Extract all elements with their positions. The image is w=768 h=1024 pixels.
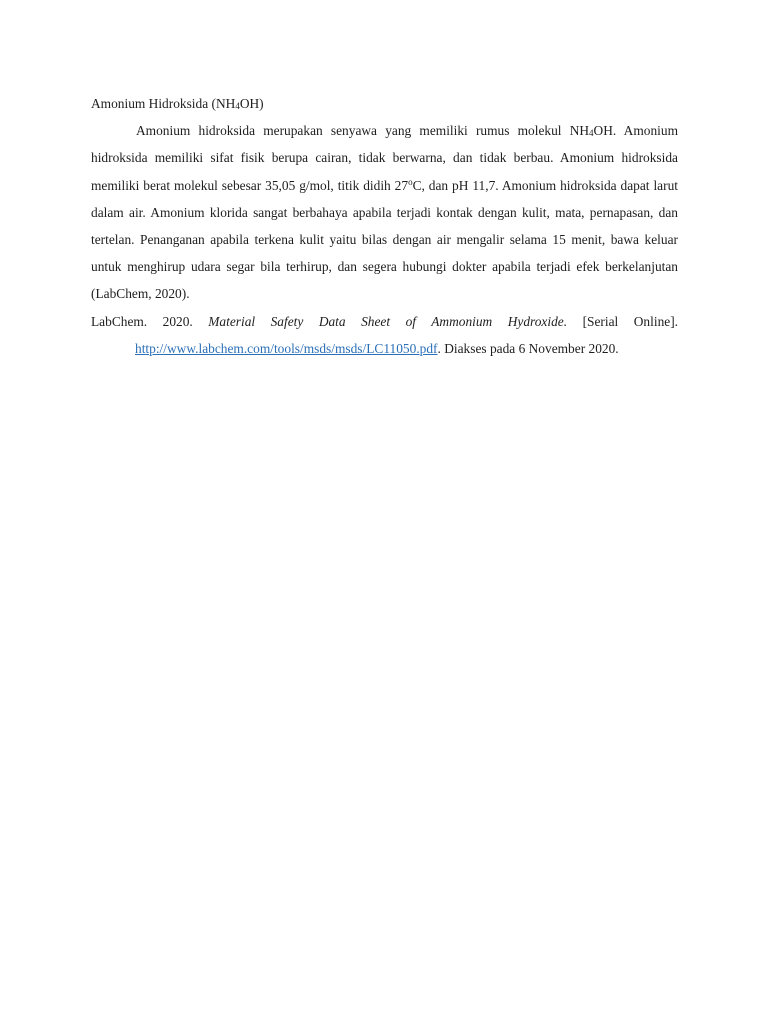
reference-accessed: . Diakses pada 6 November 2020. xyxy=(437,340,619,356)
formula-subscript: 4 xyxy=(589,128,594,139)
paragraph-segment-3: C, dan pH 11,7. Amonium hidroksida dapat larut dalam air. Amonium klorida sangat berbahaya apabila terjadi kontak dengan kulit, mata, pernapasan, dan tertelan. Penanganan apabila terkena kulit yaitu bilas dengan air mengalir selama 15 menit, bawa keluar untuk menghirup udara segar bila terhirup, dan segera hubungi dokter apabila terjadi efek berkelanjutan (LabChem, 2020). xyxy=(91,177,678,302)
reference-entry xyxy=(91,308,678,362)
paragraph-segment-1: Amonium hidroksida merupakan senyawa yang memiliki rumus molekul NH xyxy=(136,123,590,139)
document-page xyxy=(91,90,678,362)
heading-text-end: OH) xyxy=(239,96,264,111)
paragraph-segment-2: OH. Amonium hidroksida memiliki sifat fisik berupa cairan, tidak berwarna, dan tidak berbau. Amonium hidroksida memiliki berat molekul sebesar 35,05 g/mol, titik didih 27 xyxy=(91,123,678,193)
reference-url-link[interactable]: http://www.labchem.com/tools/msds/msds/LC11050.pdf xyxy=(135,340,438,356)
degree-superscript: o xyxy=(408,176,413,187)
section-heading xyxy=(91,90,678,117)
heading-text: Amonium Hidroksida (NH xyxy=(91,96,236,111)
reference-medium: [Serial Online]. xyxy=(567,313,679,329)
reference-title: Material Safety Data Sheet of Ammonium Hydroxide. xyxy=(208,313,568,329)
body-paragraph xyxy=(91,117,678,307)
reference-author-year: LabChem. 2020. xyxy=(91,313,209,329)
heading-subscript: 4 xyxy=(235,101,240,111)
